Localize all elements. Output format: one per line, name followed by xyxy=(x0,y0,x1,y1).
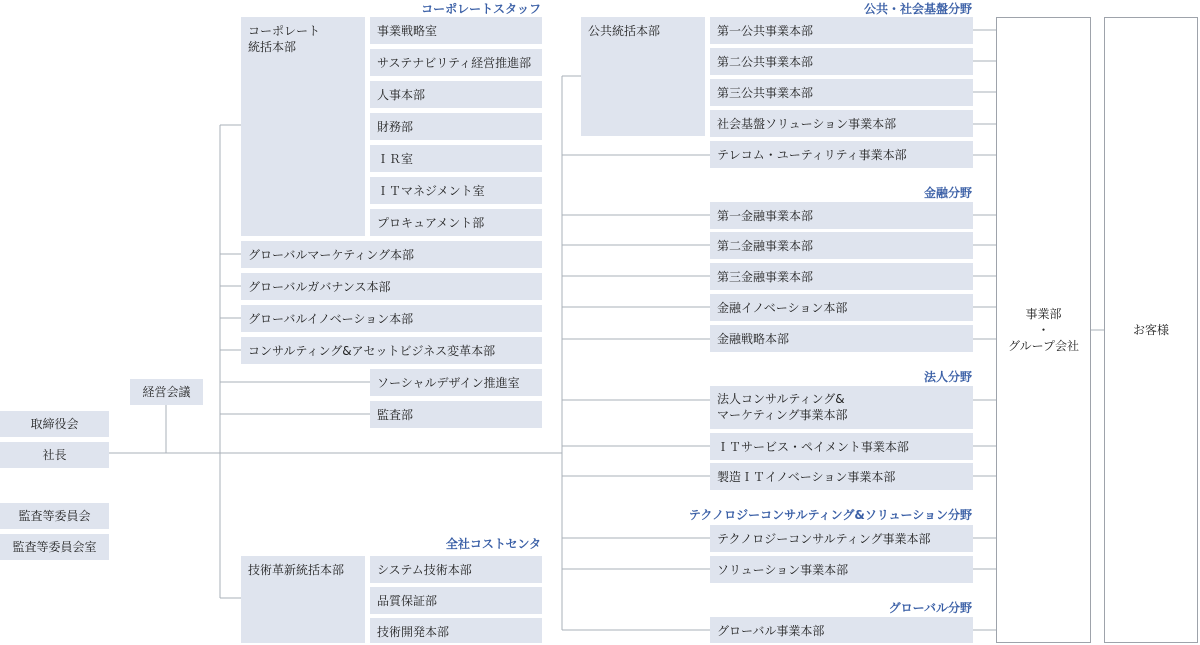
corporate-sector-heading: 法人分野 xyxy=(923,370,972,384)
finance-unit-box: 第三金融事業本部 xyxy=(710,263,973,290)
technology-unit-box: テクノロジーコンサルティング事業本部 xyxy=(710,525,973,552)
global-unit-box: グローバルマーケティング本部 xyxy=(241,241,542,268)
public-unit-box: 第三公共事業本部 xyxy=(710,79,973,106)
public-hq-box: 公共統括本部 xyxy=(581,17,705,136)
cost-center-unit-box: 品質保証部 xyxy=(370,587,542,614)
public-sector-heading: 公共・社会基盤分野 xyxy=(863,2,972,16)
audit-committee-box: 監査等委員会 xyxy=(0,503,109,529)
global-sector-heading: グローバル分野 xyxy=(888,601,972,615)
finance-unit-box: 第二金融事業本部 xyxy=(710,232,973,259)
finance-heading: 金融分野 xyxy=(923,186,972,200)
staff-unit-box: 事業戦略室 xyxy=(370,17,542,44)
board-of-directors-box: 取締役会 xyxy=(0,411,109,437)
finance-unit-box: 金融戦略本部 xyxy=(710,325,973,352)
corporate-staff-heading: コーポレートスタッフ xyxy=(421,2,541,16)
executive-meeting-box: 経営会議 xyxy=(130,379,203,405)
cost-center-unit-box: 技術開発本部 xyxy=(370,618,542,643)
technology-unit-box: ソリューション事業本部 xyxy=(710,556,973,583)
tech-innovation-hq-box: 技術革新統括本部 xyxy=(241,556,365,643)
global-sector-unit-box: グローバル事業本部 xyxy=(710,617,973,643)
staff-unit-box: ＩＴマネジメント室 xyxy=(370,177,542,204)
customers-box: お客様 xyxy=(1104,17,1198,643)
staff-unit-box: 人事本部 xyxy=(370,81,542,108)
staff-unit-box: ＩＲ室 xyxy=(370,145,542,172)
public-unit-box: 第二公共事業本部 xyxy=(710,48,973,75)
president-box: 社長 xyxy=(0,442,109,468)
public-unit-box: 社会基盤ソリューション事業本部 xyxy=(710,110,973,137)
finance-unit-box: 金融イノベーション本部 xyxy=(710,294,973,321)
cost-center-heading: 全社コストセンタ xyxy=(445,537,541,551)
staff-unit-box: 財務部 xyxy=(370,113,542,140)
global-unit-box: コンサルティング&アセットビジネス変革本部 xyxy=(241,337,542,364)
audit-committee-office-box: 監査等委員会室 xyxy=(0,534,109,560)
global-unit-box: グローバルガバナンス本部 xyxy=(241,273,542,300)
telecom-unit-box: テレコム・ユーティリティ事業本部 xyxy=(710,141,973,168)
technology-heading: テクノロジーコンサルティング&ソリューション分野 xyxy=(688,508,972,522)
corporate-hq-box: コーポレート 統括本部 xyxy=(241,17,365,236)
social-design-box: ソーシャルデザイン推進室 xyxy=(370,369,542,396)
finance-unit-box: 第一金融事業本部 xyxy=(710,202,973,229)
global-unit-box: グローバルイノベーション本部 xyxy=(241,305,542,332)
cost-center-unit-box: システム技術本部 xyxy=(370,556,542,583)
business-units-box: 事業部 ・ グループ会社 xyxy=(996,17,1091,643)
corporate-sector-unit-box: 法人コンサルティング& マーケティング事業本部 xyxy=(710,386,973,429)
corporate-sector-unit-box: 製造ＩＴイノベーション事業本部 xyxy=(710,463,973,490)
corporate-sector-unit-box: ＩＴサービス・ペイメント事業本部 xyxy=(710,433,973,460)
public-unit-box: 第一公共事業本部 xyxy=(710,17,973,44)
audit-department-box: 監査部 xyxy=(370,401,542,428)
staff-unit-box: サステナビリティ経営推進部 xyxy=(370,49,542,76)
staff-unit-box: プロキュアメント部 xyxy=(370,209,542,236)
